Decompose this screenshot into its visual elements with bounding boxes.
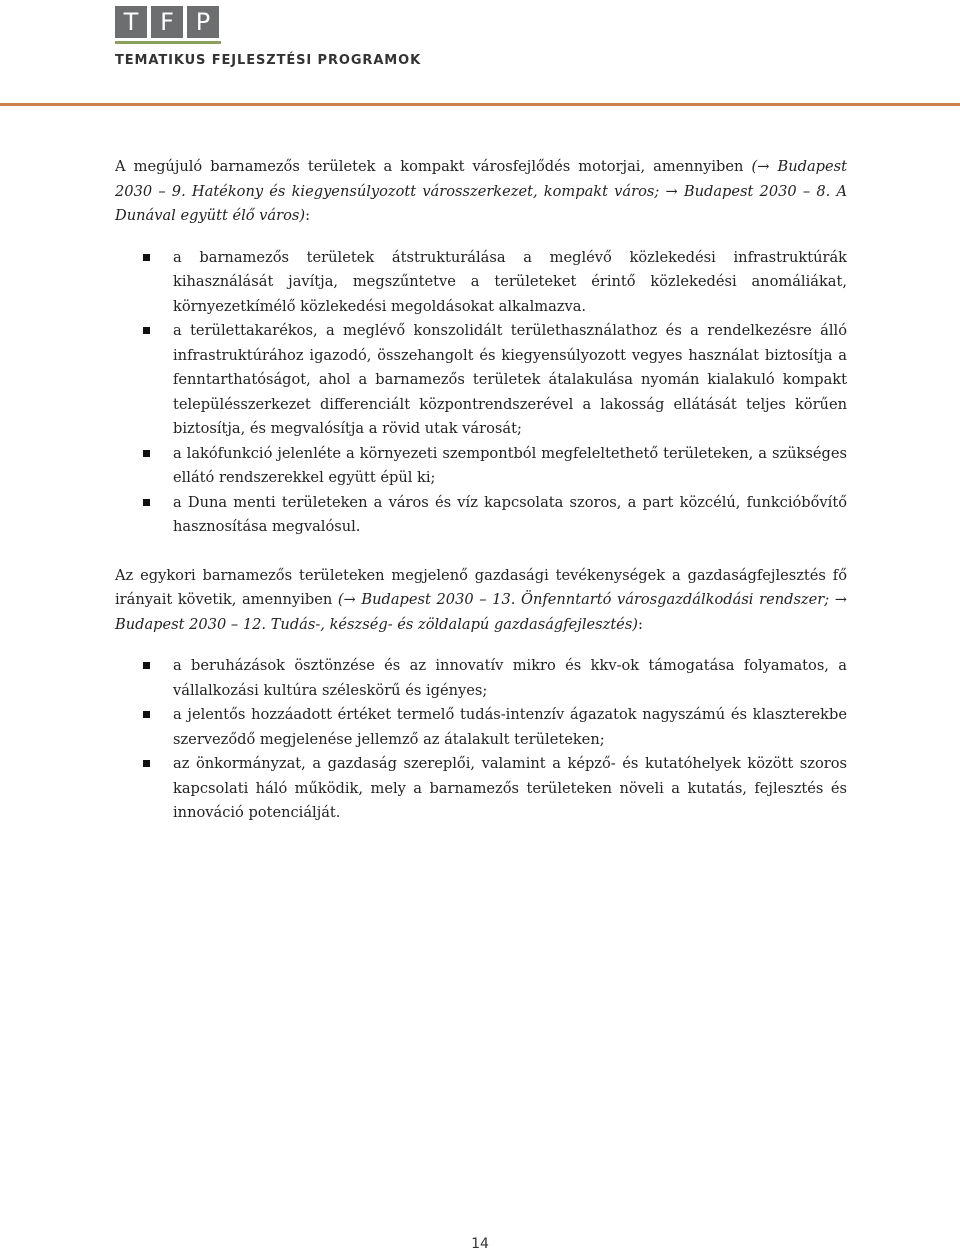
list-item	[115, 246, 847, 320]
section1-intro-end: :	[305, 207, 310, 224]
logo-underline	[115, 41, 221, 44]
section1-intro	[115, 155, 847, 229]
section1-bullet-list	[115, 246, 847, 540]
list-item	[115, 319, 847, 442]
list-item	[115, 703, 847, 752]
square-bullet-icon	[143, 499, 150, 506]
list-item-text: a területtakarékos, a meglévő konszolidált területhasználathoz és a rendelkezésre álló infrastruktúrához igazodó, összehangolt és kiegyensúlyozott vegyes használat biztosítja a fenntarthatóságot, ahol a barnamezős területek átalakulása nyomán kialakuló kompakt településszerkezet differenciált központrendszerével a lakosság ellátását teljes körűen biztosítja, és megvalósítja a rövid utak városát;	[173, 322, 847, 437]
list-item-text: a jelentős hozzáadott értéket termelő tudás-intenzív ágazatok nagyszámú és klaszterekbe szerveződő megjelenése jellemző az átalakult területeken;	[173, 706, 847, 748]
logo-letter-p: P	[187, 6, 219, 38]
section2-reference: (→ Budapest 2030 – 13. Önfenntartó városgazdálkodási rendszer; → Budapest 2030 – 12. Tudás-, készség- és zöldalapú gazdaságfejlesztés)	[115, 591, 847, 633]
list-item	[115, 442, 847, 491]
section2-intro	[115, 564, 847, 638]
program-tagline: TEMATIKUS FEJLESZTÉSI PROGRAMOK	[115, 53, 422, 68]
square-bullet-icon	[143, 327, 150, 334]
list-item-text: az önkormányzat, a gazdaság szereplői, valamint a képző- és kutatóhelyek között szoros kapcsolati háló működik, mely a barnamezős területeken növeli a kutatás, fejlesztés és innováció potenciálját.	[173, 755, 847, 821]
document-body	[115, 155, 847, 826]
section1-reference: (→ Budapest 2030 – 9. Hatékony és kiegyensúlyozott városszerkezet, kompakt város; → Budapest 2030 – 8. A Dunával együtt élő város)	[115, 158, 847, 224]
section1-intro-text: A megújuló barnamezős területek a kompakt városfejlődés motorjai, amennyiben	[115, 158, 752, 175]
header-divider	[0, 103, 960, 106]
list-item-text: a Duna menti területeken a város és víz kapcsolata szoros, a part közcélú, funkcióbővítő hasznosítása megvalósul.	[173, 493, 847, 535]
list-item-text: a lakófunkció jelenléte a környezeti szempontból megfeleltethető területeken, a szükséges ellátó rendszerekkel együtt épül ki;	[173, 444, 847, 486]
square-bullet-icon	[143, 254, 150, 261]
tfp-logo	[115, 6, 455, 38]
list-item	[115, 752, 847, 826]
logo-letter-t: T	[115, 6, 147, 38]
square-bullet-icon	[143, 450, 150, 457]
list-item	[115, 491, 847, 540]
square-bullet-icon	[143, 662, 150, 669]
section2-intro-text: Az egykori barnamezős területeken megjelenő gazdasági tevékenységek a gazdaságfejlesztés fő irányait követik, amennyiben	[115, 566, 847, 608]
list-item-text: a barnamezős területek átstrukturálása a meglévő közlekedési infrastruktúrák kihasználását javítja, megszűntetve a területeket érintő közlekedési anomáliákat, környezetkímélő közlekedési megoldásokat alkalmazva.	[173, 248, 847, 315]
list-item-text: a beruházások ösztönzése és az innovatív mikro és kkv-ok támogatása folyamatos, a vállalkozási kultúra széleskörű és igényes;	[173, 657, 847, 699]
list-item	[115, 654, 847, 703]
logo-letter-f: F	[151, 6, 183, 38]
page-number: 14	[471, 1236, 489, 1252]
square-bullet-icon	[143, 760, 150, 767]
section2-intro-end: :	[638, 615, 643, 633]
square-bullet-icon	[143, 711, 150, 718]
section2-bullet-list	[115, 654, 847, 826]
document-header	[115, 6, 455, 68]
